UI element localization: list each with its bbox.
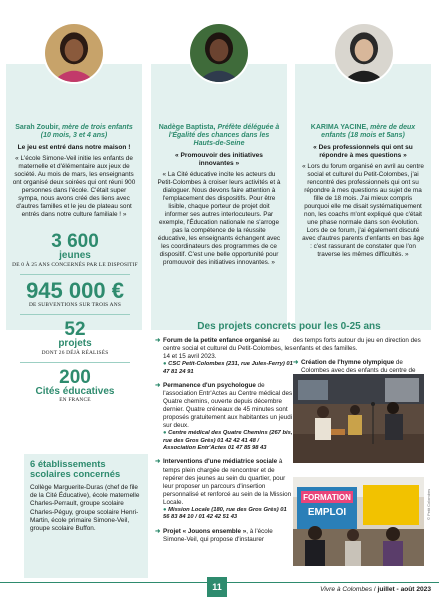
testimonial-heading: « Promouvoir des initiatives innovantes » <box>175 152 263 168</box>
stat-word: projets <box>58 338 92 350</box>
project-item-continuation: des temps forts autour du jeu en direction des enfants et des familles. <box>293 337 421 353</box>
stat-number: 3 600 <box>51 231 99 252</box>
music-workshop-image <box>293 374 424 463</box>
stat-caption: DE SUBVENTIONS SUR TROIS ANS <box>28 301 122 308</box>
project-location: ● Centre médical des Quatre Chemins (267 bis, rue des Gros Grès) 01 42 42 41 48 / Association Entr'Actes 01 47 85 98 43 <box>163 430 293 452</box>
arrow-right-icon: ➜ <box>155 527 161 535</box>
testimonial-quote: « La Cité éducative incite les acteurs du Petit-Colombes à croiser leurs activités et à dialoguer. Nous devons faire attention à l'emplacement des dispositifs. Pour être lisible, chaque porteur de projet doit informer ses autres interlocuteurs. Par exemple, l'Éducation nationale ne s'arroge pas la compétence de la réussite éducative, les enseignants échangent avec les coordinateurs des programmes de ce dispositif. C'est une belle opportunité pour promouvoir des initiatives innovantes. » <box>157 170 281 266</box>
projects-heading: Des projets concrets pour les 0-25 ans <box>197 321 381 332</box>
testimonial-heading: « Des professionnels qui ont su répondre à mes questions » <box>313 144 413 159</box>
stat-word: Cités éducatives <box>35 385 115 397</box>
footer-magazine: Vivre à Colombes / juillet - août 2023 <box>320 586 431 593</box>
photo-employment-forum <box>293 477 424 566</box>
key-figures <box>8 232 142 410</box>
arrow-right-icon: ➜ <box>155 381 161 389</box>
arrow-right-icon: ➜ <box>155 337 161 344</box>
testimonial-quote: « L'école Simone-Veil initie les enfants de maternelle et d'élémentaire aux jeux de société. Au mois de mars, les enseignants ont organisé deux soirées qui ont réuni 900 personnes dans l'école. C'était super sympa, nous avons créé des liens avec d'autres familles et le jeu de plateau sont entrés dans notre culture familiale ! » <box>12 155 136 218</box>
portrait-avatar <box>333 22 395 84</box>
stat-number: 945 000 € <box>26 277 124 303</box>
stat-word: jeunes <box>59 250 91 261</box>
project-item: ➜ Projet « Jouons ensemble », à l'école Simone-Veil, qui propose d'instaurer <box>155 527 273 543</box>
stat-caption: DE 0 À 25 ANS CONCERNÉS PAR LE DISPOSITIF <box>12 261 138 268</box>
testimonial-card <box>295 64 431 330</box>
arrow-right-icon: ➜ <box>293 359 299 367</box>
location-pin-icon: ● <box>163 430 167 437</box>
stat-caption: EN FRANCE <box>59 397 91 404</box>
schools-box <box>24 454 148 578</box>
testimonial-card <box>151 64 287 330</box>
arrow-right-icon: ➜ <box>155 458 161 466</box>
project-location: ● Mission Locale (180, rue des Gros Grès) 01 56 83 84 10 / 01 42 42 51 43 <box>163 506 287 521</box>
page-number: 11 <box>207 577 227 597</box>
schools-title: 6 établissements scolaires concernés <box>30 458 121 480</box>
testimonial-quote: « Lors du forum organisé en avril au centre social et culturel du Petit-Colombes, j'ai rencontré des professionnels qui ont su répondre à mes questions au sujet de ma fille de 18 mois. J'ai mieux compris pourquoi elle me disait systématiquement non, les coachs m'ont expliqué que c'était une phase normale dans son évolution. Lors de ce forum, j'ai également discuté avec d'autres parents d'enfants en bas âge : c'est rassurant de constater que l'on traverse les mêmes difficultés. » <box>302 162 424 258</box>
project-location: ● CSC Petit-Colombes (231, rue Jules-Ferry) 01 47 81 24 91 <box>163 361 293 375</box>
portrait-avatar <box>43 22 105 84</box>
divider <box>20 362 130 363</box>
portrait-avatar <box>188 22 250 84</box>
testimonial-heading: Le jeu est entré dans notre maison ! <box>17 144 131 152</box>
person-portrait-icon <box>190 24 248 82</box>
project-item: ➜ Interventions d'une médiatrice sociale à temps plein chargée de rencontrer et de repérer des jeunes au sein du quartier, pour leur proposer un parcours d'insertion personnalisé et renforcé au sein de la Mission Locale. ● Mission Locale (180, rue des Gros Grès) 01 56 83 84 10 / 01 42 42 51 43 <box>155 458 292 521</box>
stat-caption: DONT 26 DÉJÀ RÉALISÉS <box>41 349 109 356</box>
testimonial-name: KARIMA YACINE, mère de deux enfants (18 mois et 5ans) <box>310 124 416 140</box>
project-item: ➜ Permanence d'un psychologue de l'association Entr'Actes au Centre médical des Quatre chemins, ouverte depuis décembre dernier. Quatre créneaux de 45 minutes sont proposés gratuitement aux habitantes un jeudi sur deux. ● Centre médical des Quatre Chemins (267 bis, rue des Gros Grès) 01 42 42 41 48 / Association Entr'Actes 01 47 85 98 43 <box>155 381 293 452</box>
stat-number: 52 <box>64 319 86 341</box>
stat-block <box>8 232 142 269</box>
stat-block <box>8 368 142 405</box>
schools-list: Collège Marguerite-Duras (chef de file de la Cité Éducative), école maternelle Charles-Perrault, groupe scolaire Charles-Péguy, groupe scolaire Henri-Martin, école primaire Simone-Veil, groupe scolaire Buffon. <box>30 483 140 533</box>
person-portrait-icon <box>335 24 393 82</box>
person-portrait-icon <box>45 24 103 82</box>
location-pin-icon: ● <box>163 506 167 513</box>
location-pin-icon: ● <box>163 361 167 368</box>
employment-forum-image <box>293 477 424 566</box>
stat-number: 200 <box>59 366 91 388</box>
sign-line-1: FORMATION <box>303 493 351 502</box>
photo-music-workshop <box>293 374 424 463</box>
stat-block <box>8 320 142 357</box>
testimonial-name: Sarah Zoubir, mère de trois enfants (10 mois, 3 et 4 ans) <box>15 124 133 140</box>
divider <box>20 274 130 275</box>
project-item: ➜ Forum de la petite enfance organisé au centre social et culturel du Petit-Colombes, les 14 et 15 avril 2023. ● CSC Petit-Colombes (231, rue Jules-Ferry) 01 47 81 24 91 <box>155 337 293 375</box>
photo-credit: © Petit Colombes <box>426 488 431 520</box>
projects-column-left <box>155 337 293 550</box>
sign-line-2: EMPLOI <box>307 507 347 518</box>
stat-block <box>8 277 142 309</box>
testimonial-name: Nadège Baptista, Préfète déléguée à l'Égalité des chances dans les Hauts-de-Seine <box>158 124 280 148</box>
divider <box>20 314 130 315</box>
project-item: ➜ Création de l'hymne olympique de Colombes avec des enfants du centre de <box>293 359 416 375</box>
